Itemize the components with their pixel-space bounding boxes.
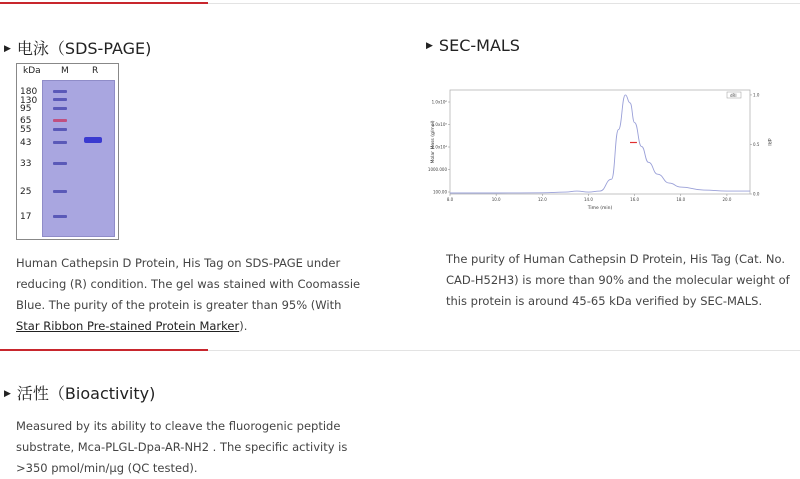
- y-tick-label: 1.0x10⁵: [431, 122, 447, 127]
- x-axis-label: Time (min): [587, 206, 613, 211]
- sec-mals-chart: [425, 86, 770, 211]
- marker-band: [53, 190, 67, 193]
- marker-band: [53, 215, 67, 218]
- sec-mals-chart-svg: [425, 86, 770, 211]
- y-tick-label: 1.0x10⁴: [431, 144, 447, 150]
- marker-band: [53, 119, 67, 122]
- mw-label: 43: [20, 138, 32, 148]
- gel-kda-header: kDa: [23, 66, 41, 76]
- desc-line: >350 pmol/min/μg (QC tested).: [16, 461, 198, 475]
- sec-mals-title: [426, 36, 520, 55]
- desc-line: CAD-H52H3) is more than 90% and the molecular weight of: [446, 273, 790, 287]
- desc-line: Human Cathepsin D Protein, His Tag on SDS-PAGE under: [16, 256, 341, 270]
- mw-label: 25: [20, 187, 32, 197]
- bullet-triangle-icon: ▶: [426, 41, 433, 51]
- bioactivity-title: [4, 381, 155, 404]
- bullet-triangle-icon: ▶: [4, 44, 11, 54]
- mw-label: 55: [20, 125, 32, 135]
- marker-product-link[interactable]: Star Ribbon Pre-stained Protein Marker: [16, 319, 240, 333]
- middle-divider-accent: [0, 349, 208, 351]
- legend-label: dRI: [730, 93, 737, 98]
- marker-band: [53, 162, 67, 165]
- marker-band: [53, 141, 67, 144]
- sds-page-description: [16, 253, 396, 337]
- mw-label: 95: [20, 104, 32, 114]
- y2-tick-label: 0.5: [753, 141, 760, 147]
- mw-label: 180: [20, 87, 38, 97]
- sds-page-title: [4, 36, 151, 59]
- x-tick-label: 18.0: [676, 197, 686, 202]
- desc-line: Measured by its ability to cleave the fluorogenic peptide: [16, 419, 341, 433]
- bioactivity-title-text: 活性（Bioactivity): [16, 384, 156, 403]
- desc-line: this protein is around 45-65 kDa verified by SEC-MALS.: [446, 294, 763, 308]
- plot-area: [450, 90, 750, 194]
- sds-page-title-text: 电泳（SDS-PAGE): [16, 39, 152, 58]
- desc-line: Blue. The purity of the protein is greater than 95% (With: [16, 298, 342, 312]
- marker-band: [53, 98, 67, 101]
- desc-line: [16, 316, 396, 337]
- gel-lane-r-label: R: [92, 66, 99, 76]
- desc-line: The purity of Human Cathepsin D Protein, His Tag (Cat. No.: [446, 252, 785, 266]
- sec-mals-description: [446, 249, 791, 312]
- x-tick-label: 14.0: [584, 197, 593, 202]
- x-tick-label: 16.0: [630, 197, 640, 202]
- mw-label: 33: [20, 159, 32, 169]
- mw-label: 130: [20, 96, 38, 106]
- x-tick-label: 10.0: [491, 197, 501, 202]
- sample-band: [84, 137, 102, 143]
- y2-tick-label: 0.0: [753, 191, 760, 197]
- top-divider-accent: [0, 2, 208, 4]
- y-tick-label: 1.0x10⁶: [431, 99, 447, 105]
- bioactivity-description: [16, 416, 396, 479]
- y2-tick-label: 1.0: [753, 92, 760, 98]
- x-tick-label: 20.0: [722, 197, 732, 202]
- y-tick-label: 1000.000: [427, 167, 447, 172]
- y2-axis-label: dRI: [766, 138, 771, 146]
- desc-line: reducing (R) condition. The gel was stained with Coomassie: [16, 277, 361, 291]
- marker-band: [53, 128, 67, 131]
- desc-tail: ).: [239, 319, 248, 333]
- y-axis-label: Molar Mass (g/mol): [431, 120, 436, 164]
- mw-label: 17: [20, 212, 32, 222]
- bullet-triangle-icon: ▶: [4, 389, 11, 399]
- x-tick-label: 8.0: [446, 197, 454, 202]
- desc-line: substrate, Mca-PLGL-Dpa-AR-NH2 . The specific activity is: [16, 440, 348, 454]
- marker-band: [53, 107, 67, 110]
- x-tick-label: 12.0: [537, 197, 547, 202]
- gel-image: [42, 80, 115, 237]
- gel-lane-m-label: M: [61, 66, 69, 76]
- sec-mals-title-text: SEC-MALS: [438, 36, 520, 55]
- mw-label: 65: [20, 116, 32, 126]
- y-tick-label: 100.00: [433, 189, 447, 195]
- marker-band: [53, 90, 67, 93]
